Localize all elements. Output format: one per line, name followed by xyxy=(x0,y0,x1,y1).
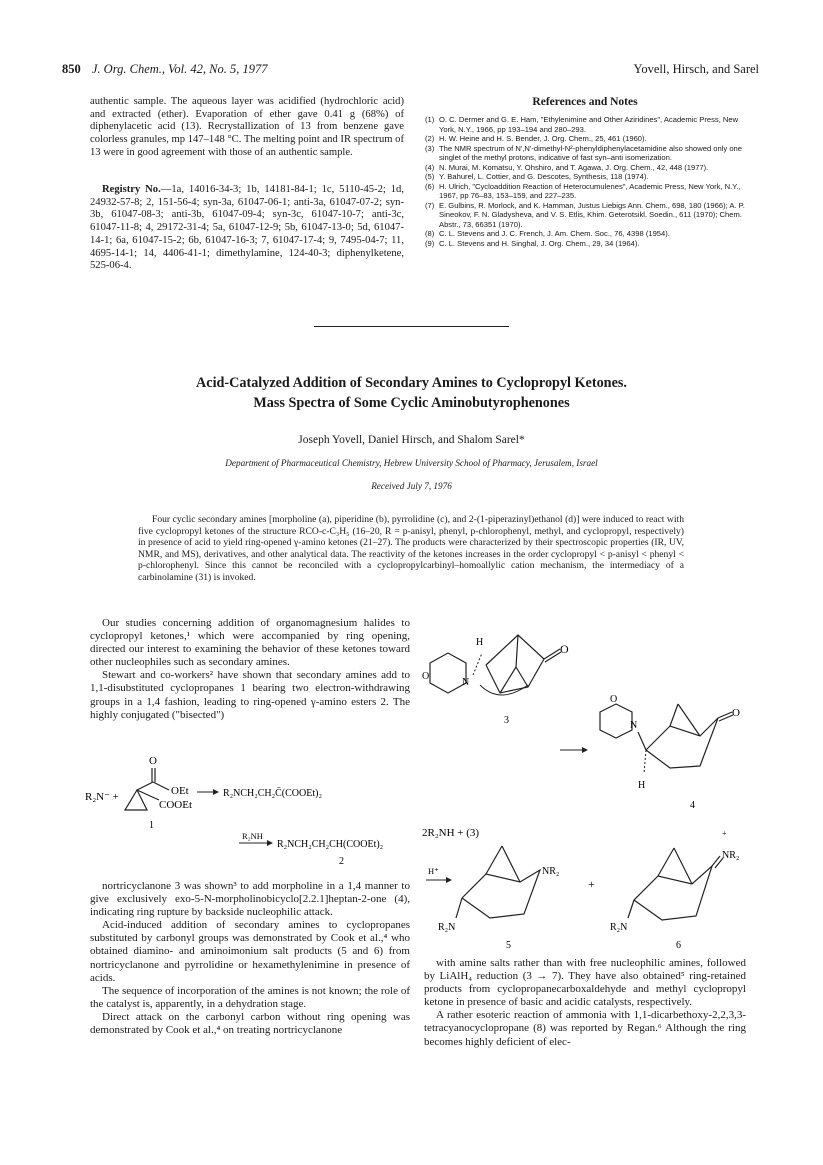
reference-text: C. L. Stevens and H. Singhal, J. Org. Chem., 29, 34 (1964). xyxy=(439,238,640,248)
scheme-morpholine-n-4: N xyxy=(630,720,638,731)
body-left-top xyxy=(90,617,410,722)
scheme-morpholine-o-4: O xyxy=(610,694,618,705)
reference-number: (7) xyxy=(425,200,435,210)
scheme-r2n-minus: R₂N⁻ + xyxy=(85,791,119,803)
reference-number: (6) xyxy=(425,181,435,191)
prev-article-paragraph: authentic sample. The aqueous layer was acidified (hydrochloric acid) and extracted (ether). Evaporation of ether gave 0.41 g (68%) of diphenylacetic acid (13). Recrystallization of 13 from benzene gave colorless granules, mp 147–148 °C. The melting point and IR spectrum of 13 were in good agreement with those of an authentic sample. xyxy=(90,96,404,158)
reference-item xyxy=(425,182,745,201)
nortricyclanone-cage xyxy=(486,635,544,693)
scheme-compound-4 xyxy=(560,690,760,820)
scheme-nr2-5: NR₂ xyxy=(542,866,560,877)
scheme-r2n-5: R₂N xyxy=(438,922,456,933)
scheme-h-4: H xyxy=(638,780,646,791)
compound-label-5: 5 xyxy=(506,940,511,951)
reference-number: (3) xyxy=(425,143,435,153)
article-title-line1: Acid-Catalyzed Addition of Secondary Amines to Cyclopropyl Ketones. xyxy=(196,375,627,391)
body-paragraph: A rather esoteric reaction of ammonia with 1,1-dicarbethoxy-2,2,3,3-tetracyanocyclopropane (8) was reported by Regan.⁶ Although the ring becomes highly deficient of elec- xyxy=(424,1009,746,1048)
scheme-product-2: R₂NCH₂CH₂CH(COOEt)₂ xyxy=(277,839,384,850)
scheme-anion-product: R₂NCH₂CH₂C̄(COOEt)₂ xyxy=(223,788,322,799)
scheme-nr2-6: NR₂ xyxy=(722,850,740,861)
reference-number: (8) xyxy=(425,229,435,238)
body-paragraph: Our studies concerning addition of organomagnesium halides to cyclopropyl ketones,¹ which were accompanied by ring opening, directed our interest to examining the behavior of these ketones toward other nucleophiles such as secondary amines. xyxy=(90,617,410,669)
article-divider xyxy=(314,326,509,327)
reference-number: (4) xyxy=(425,162,435,172)
abstract: Four cyclic secondary amines [morpholine (a), piperidine (b), pyrrolidine (c), and 2-(1-piperazinyl)ethanol (d)] were induced to react with five cyclopropyl ketones of the structure RCO-c-C₃H₅ (16–20, R = p-anisyl, phenyl, p-chlorophenyl, methyl, and cyclopropyl, respectively) in presence of acid to yield ring-opened γ-amino ketones (21–27). The products were characterized by their spectroscopic properties (IR, UV, NMR, and MS), derivatives, and other analytical data. The reactivity of the ketones increases in the order cyclopropyl < p-anisyl < phenyl < p-chlorophenyl. Since this cannot be reconciled with a cyclopropylcarbinyl–homoallylic cation mechanism, the intermediacy of a carbinolamine (31) is invoked. xyxy=(138,514,684,583)
scheme-reagent-r2nh: R₂NH xyxy=(242,831,263,841)
scheme-2r2nh: 2R₂NH + (3) xyxy=(422,827,480,839)
scheme-cooet: COOEt xyxy=(159,799,192,811)
registry-text: —1a, 14016-34-3; 1b, 14181-84-1; 1c, 5110-45-2; 1d, 24932-57-8; 2, 151-56-4; syn-3a, 61047-06-1; anti-3a, 61047-07-2; syn-3b, 61047-08-3; anti-3b, 61047-09-4; syn-3c, 61047-10-7; anti-3c, 61047-11-8; 4, 29172-31-4; 5a, 61047-12-9; 5b, 61047-13-0; 5d, 61047-14-1; 6a, 61047-15-2; 6b, 61047-16-3; 7, 61047-17-4; 9, 7495-04-7; 11, 4695-14-1; 14, 4406-41-1; dimethylamine, 124-40-3; diphenylketene, 525-06-4. xyxy=(90,184,404,272)
body-paragraph: nortricyclanone 3 was shown³ to add morpholine in a 1,4 manner to give exclusively exo-5-N-morpholinobicyclo[2.2.1]heptan-2-one (4), indicating ring rupture by backside nucleophilic attack. xyxy=(90,880,410,919)
reference-item xyxy=(425,115,745,134)
compound-label-6: 6 xyxy=(676,940,681,951)
reference-text: H. W. Heine and H. S. Bender, J. Org. Chem., 25, 461 (1960). xyxy=(439,134,647,143)
compound-label-4: 4 xyxy=(690,800,695,811)
received-date: Received July 7, 1976 xyxy=(371,481,452,491)
references-list xyxy=(425,115,745,248)
scheme-ketone-o-4: O xyxy=(732,707,740,719)
reference-item xyxy=(425,229,745,239)
body-paragraph: with amine salts rather than with free nucleophilic amines, followed by LiAlH₄ reduction (3 → 7). They have also obtained⁵ ring-retained products from cyclopropanecarboxaldehyde and methyl cyclopropyl ketone in presence of basic and acidic catalysts, respectively. xyxy=(424,957,746,1009)
reference-item xyxy=(425,201,745,230)
bicycloheptanone-4 xyxy=(646,718,718,768)
reference-text: Y. Bahurel, L. Cottier, and G. Descotes, Synthesis, 118 (1974). xyxy=(439,172,649,181)
body-paragraph: Direct attack on the carbonyl carbon without ring opening was demonstrated by Cook et al.,⁴ on treating nortricyclanone xyxy=(90,1010,410,1037)
reference-item xyxy=(425,172,745,182)
reference-text: H. Ulrich, "Cycloaddition Reaction of Heterocumulenes", Academic Press, New York, N.Y., 1967, pp 76–83, 153–159, and 227–235. xyxy=(439,181,741,200)
registry-numbers xyxy=(90,184,404,273)
reference-text: C. L. Stevens and J. C. French, J. Am. Chem. Soc., 76, 4398 (1954). xyxy=(439,229,670,238)
scheme-oxygen: O xyxy=(149,755,157,767)
scheme-morpholine-n: N xyxy=(462,677,470,688)
compound-label-3: 3 xyxy=(504,715,509,726)
scheme-h: H xyxy=(476,637,484,648)
compound-label-2: 2 xyxy=(339,856,344,867)
reference-number: (2) xyxy=(425,134,435,143)
reference-item xyxy=(425,144,745,163)
body-left-bottom xyxy=(90,880,410,1037)
running-header xyxy=(62,62,267,77)
reference-text: The NMR spectrum of N',N'-dimethyl-N²-phenyldiphenylacetamidine also showed only one singlet of the methyl protons, indicative of fast syn–anti isomerization. xyxy=(439,143,742,162)
reference-item xyxy=(425,163,745,173)
scheme-plus: + xyxy=(588,877,595,891)
scheme-morpholine-o: O xyxy=(422,671,430,682)
scheme-compounds-5-6 xyxy=(420,826,760,954)
scheme-oet: OEt xyxy=(171,785,189,797)
reference-item xyxy=(425,239,745,249)
body-paragraph: Stewart and co-workers² have shown that secondary amines add to 1,1-disubstituted cyclopropanes 1 bearing two electron-withdrawing groups in a 1,4 fashion, leading to ring-opened γ-amino esters 2. The highly conjugated ("bisected") xyxy=(90,669,410,721)
scheme-compounds-1-2 xyxy=(85,752,415,877)
body-right-bottom xyxy=(424,957,746,1049)
references-heading: References and Notes xyxy=(532,96,638,108)
reference-number: (5) xyxy=(425,172,435,181)
registry-label: Registry No. xyxy=(102,184,161,195)
compound-label-1: 1 xyxy=(149,820,154,831)
journal-citation: J. Org. Chem., Vol. 42, No. 5, 1977 xyxy=(91,62,268,76)
reference-text: E. Gulbins, R. Morlock, and K. Hamman, Justus Liebigs Ann. Chem., 698, 180 (1966); A. P. Sineokov, F. N. Gladysheva, and V. S. Etlis, Khim. Geterotsikl. Soedin., 611 (1970); Chem. Abstr., 73, 66351 (1970). xyxy=(439,200,745,229)
morpholine-ring xyxy=(430,653,466,693)
reference-item xyxy=(425,134,745,144)
reference-number: (1) xyxy=(425,115,435,124)
scheme-ketone-o: O xyxy=(560,642,569,656)
authors: Joseph Yovell, Daniel Hirsch, and Shalom Sarel* xyxy=(298,434,525,446)
article-title-line2: Mass Spectra of Some Cyclic Aminobutyrophenones xyxy=(253,395,570,411)
running-authors: Yovell, Hirsch, and Sarel xyxy=(633,62,759,76)
page-number: 850 xyxy=(62,62,81,76)
morpholine-ring-4 xyxy=(600,704,632,738)
scheme-r2n-6: R₂N xyxy=(610,922,628,933)
body-paragraph: Acid-induced addition of secondary amines to cyclopropanes substituted by carbonyl groups was demonstrated by Cook et al.,⁴ who obtained diamino- and aminoimonium salt products (5 and 6) from nortricyclanone and pyrrolidine or hexamethylenimine in presence of acids. xyxy=(90,919,410,984)
scheme-h-plus: H⁺ xyxy=(428,866,439,876)
bicycle-5 xyxy=(462,870,540,918)
bicycle-6 xyxy=(634,866,712,920)
reference-text: N. Murai, M. Komatsu, Y. Ohshiro, and T. Agawa, J. Org. Chem., 42, 448 (1977). xyxy=(439,162,709,172)
scheme-plus-charge: + xyxy=(722,829,727,838)
body-paragraph: The sequence of incorporation of the amines is not known; the role of the catalyst is, apparently, in a dehydration stage. xyxy=(90,984,410,1010)
reference-number: (9) xyxy=(425,238,435,248)
reference-text: O. C. Dermer and G. E. Ham, "Ethylenimine and Other Aziridines", Academic Press, New York, N.Y., 1966, pp 193–194 and 280–293. xyxy=(439,115,739,134)
affiliation: Department of Pharmaceutical Chemistry, Hebrew University School of Pharmacy, Jerusalem, Israel xyxy=(225,458,598,468)
